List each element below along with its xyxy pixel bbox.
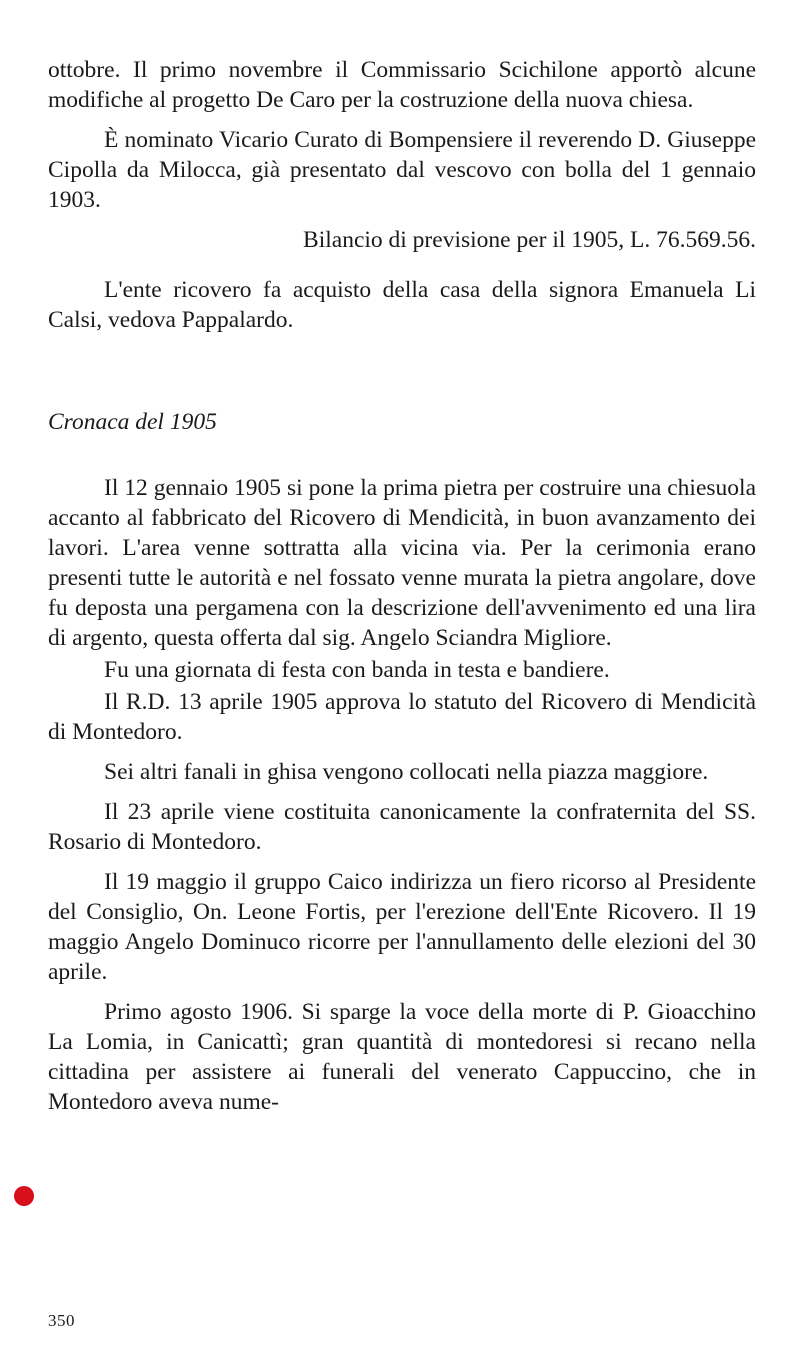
page-number: 350	[48, 1311, 75, 1330]
page-body	[48, 55, 756, 1117]
paragraph-prima-pietra: Il 12 gennaio 1905 si pone la prima pietra per costruire una chiesuola accanto al fabbricato del Ricovero di Mendicità, in buon avanzamento dei lavori. L'area venne sottratta alla vicina via. Per la cerimonia erano presenti tutte le autorità e nel fossato venne murata la pietra angolare, dove fu deposta una pergamena con la descrizione dell'avvenimento ed una lira di argento, questa offerta dal sig. Angelo Sciandra Migliore.	[48, 475, 756, 651]
paragraph-bilancio: Bilancio di previsione per il 1905, L. 76.569.56.	[303, 227, 756, 253]
red-dot-marker	[14, 1186, 34, 1206]
paragraph-vicario: È nominato Vicario Curato di Bompensiere il reverendo D. Giuseppe Cipolla da Milocca, già presentato dal vescovo con bolla del 1 gennaio 1903.	[48, 127, 756, 213]
paragraph-ente-ricovero: L'ente ricovero fa acquisto della casa della signora Emanuela Li Calsi, vedova Pappalardo.	[48, 277, 756, 333]
paragraph-festa: Fu una giornata di festa con banda in testa e bandiere.	[104, 657, 610, 683]
paragraph-statuto: Il R.D. 13 aprile 1905 approva lo statuto del Ricovero di Mendicità di Montedoro.	[48, 689, 756, 745]
paragraph-continuation: ottobre. Il primo novembre il Commissario Scichilone apportò alcune modifiche al progetto De Caro per la costruzione della nuova chiesa.	[48, 57, 756, 113]
paragraph-fanali: Sei altri fanali in ghisa vengono collocati nella piazza maggiore.	[104, 759, 709, 785]
section-heading: Cronaca del 1905	[48, 409, 217, 435]
paragraph-confraternita: Il 23 aprile viene costituita canonicamente la confraternita del SS. Rosario di Montedoro.	[48, 799, 756, 855]
paragraph-ricorso: Il 19 maggio il gruppo Caico indirizza un fiero ricorso al Presidente del Consiglio, On. Leone Fortis, per l'erezione dell'Ente Ricovero. Il 19 maggio Angelo Dominuco ricorre per l'annullamento delle elezioni del 30 aprile.	[48, 869, 756, 985]
paragraph-la-lomia: Primo agosto 1906. Si sparge la voce della morte di P. Gioacchino La Lomia, in Canicattì; gran quantità di montedoresi si recano nella cittadina per assistere ai funerali del venerato Cappuccino, che in Montedoro aveva nume-	[48, 999, 756, 1115]
